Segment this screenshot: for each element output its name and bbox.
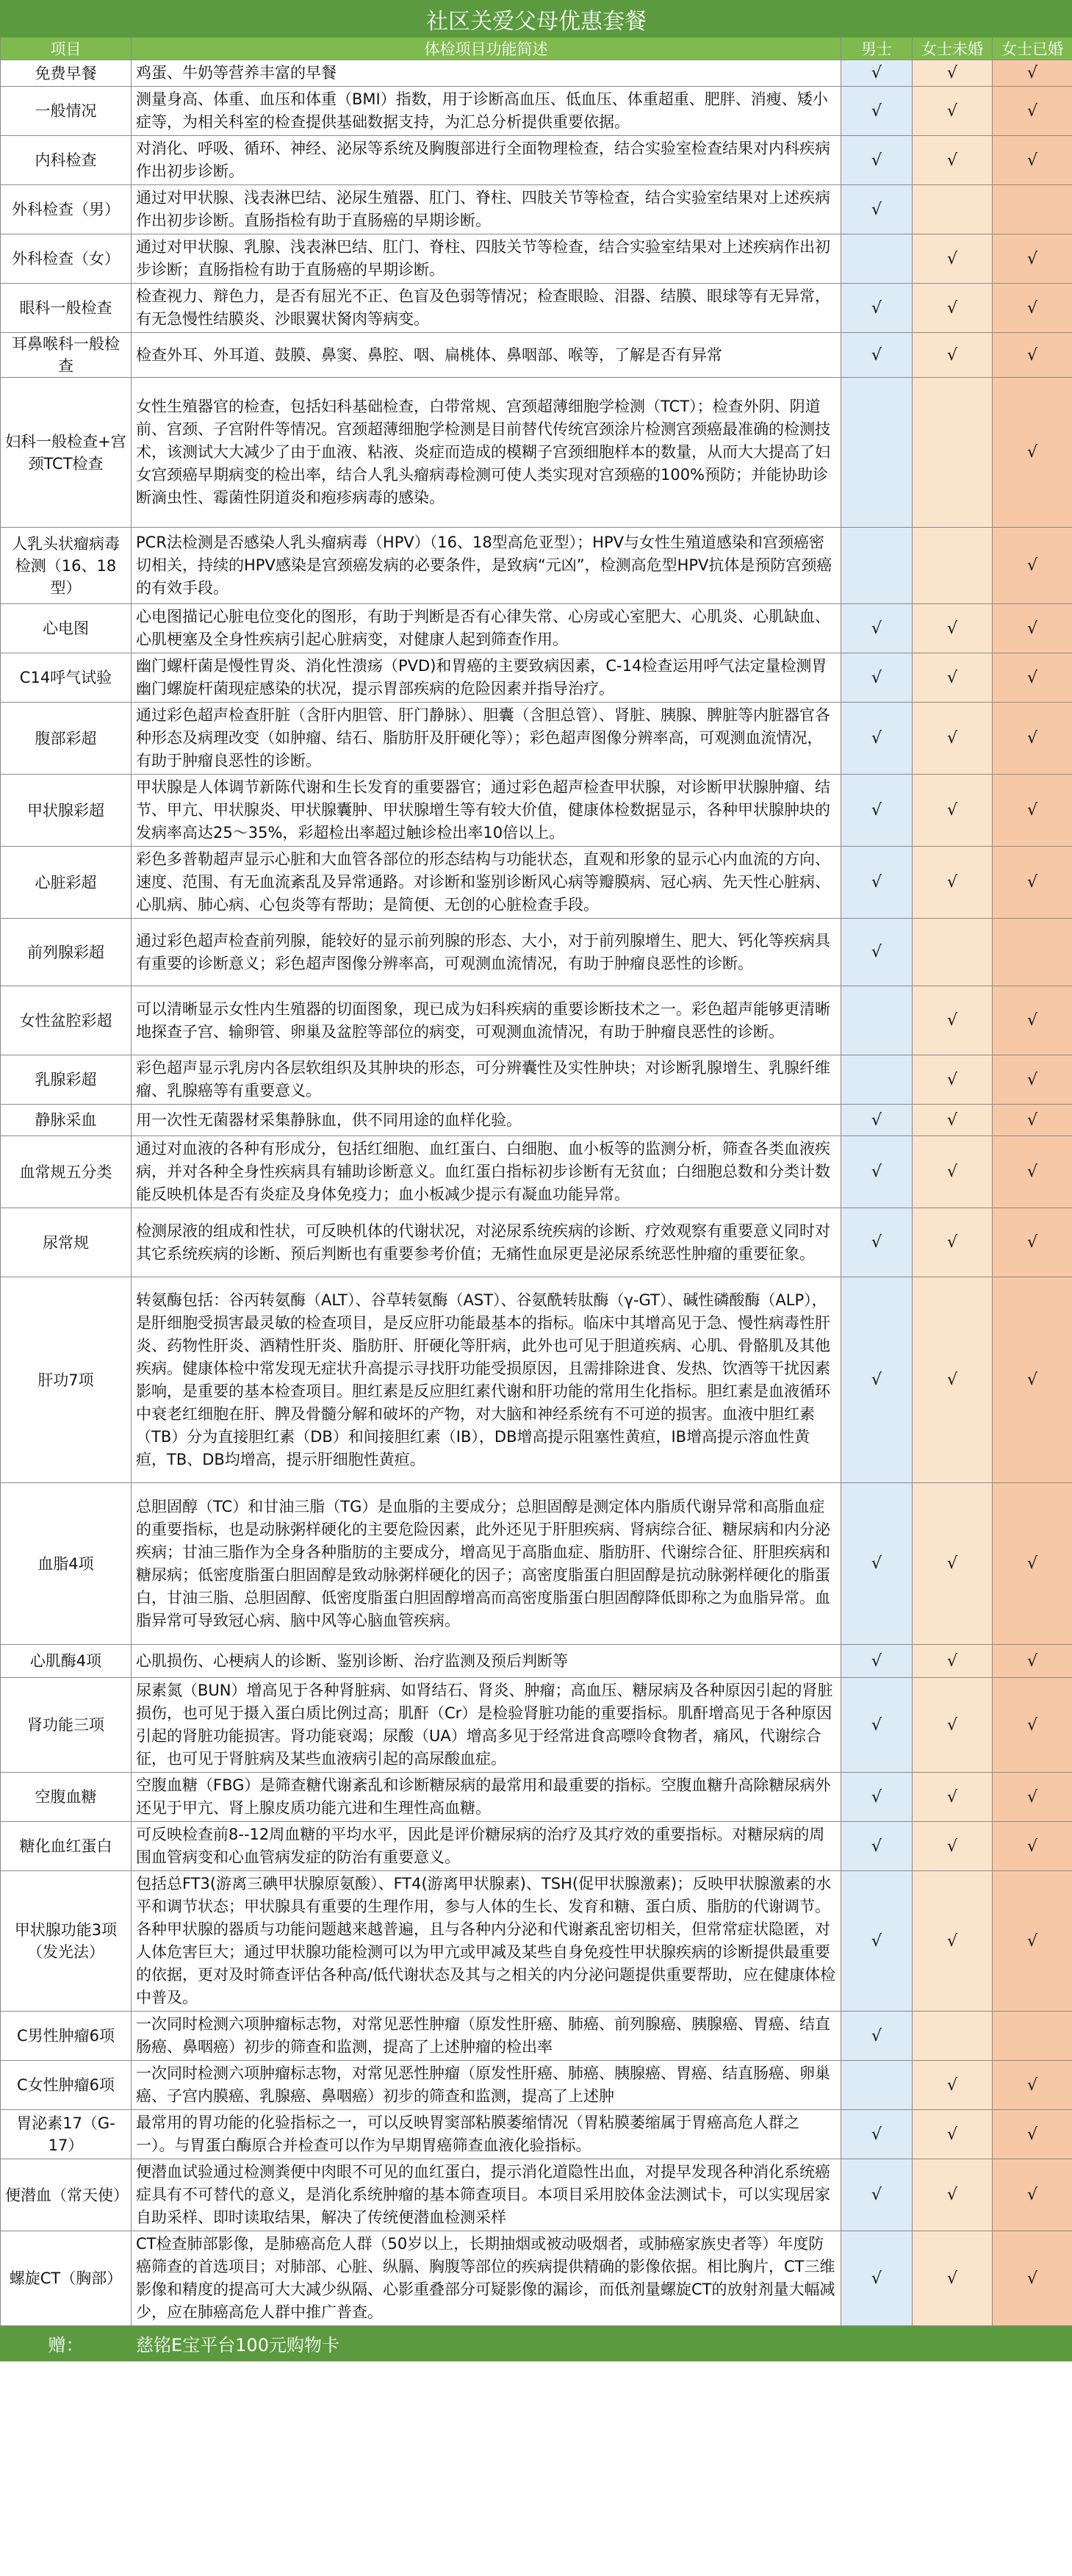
table-row xyxy=(1,2110,1072,2159)
table-row xyxy=(1,1871,1072,2012)
female-unmarried-check: √ xyxy=(913,2159,993,2231)
male-check: √ xyxy=(841,87,913,136)
item-name: 内科检查 xyxy=(1,136,132,185)
item-description: 幽门螺杆菌是慢性胃炎、消化性溃疡（PVD)和胃癌的主要致病因素，C-14检查运用呼气法定量检测胃幽门螺旋杆菌现症感染的状况，提示胃部疾病的危险因素并指导治疗。 xyxy=(132,653,841,703)
table-row xyxy=(1,333,1072,378)
item-name: 外科检查（男） xyxy=(1,185,132,234)
item-name: 静脉采血 xyxy=(1,1105,132,1136)
male-check: √ xyxy=(841,1277,913,1483)
table-row xyxy=(1,2159,1072,2231)
item-name: 心肌酶4项 xyxy=(1,1645,132,1678)
female-married-check: √ xyxy=(993,1483,1072,1645)
male-check: √ xyxy=(841,1105,913,1136)
item-description: 转氨酶包括：谷丙转氨酶（ALT）、谷草转氨酶（AST）、谷氨酰转肽酶（γ-GT）、碱性磷酸酶（ALP），是肝细胞受损害最灵敏的检查项目，是反应肝功能最基本的指标。临床中其增高见于急、慢性病毒性肝炎、药物性肝炎、酒精性肝炎、脂肪肝、肝硬化等肝病，此外也可见于胆道疾病、心肌、骨骼肌及其他疾病。健康体检中常发现无症状升高提示寻找肝功能受损原因，且需排除进食、发热、饮酒等干扰因素影响，是重要的基本检查项目。胆红素是反应胆红素代谢和肝功能的常用生化指标。胆红素是血液循环中衰老红细胞在肝、脾及骨髓分解和破坏的产物，对大脑和神经系统有不可逆的损害。血液中胆红素（TB）分为直接胆红素（DB）和间接胆红素（IB），DB增高提示阻塞性黄疸，IB增高提示溶血性黄疸，TB、DB均增高，提示肝细胞性黄疸。 xyxy=(132,1277,841,1483)
female-married-check xyxy=(993,185,1072,234)
female-unmarried-check: √ xyxy=(913,1871,993,2012)
male-check: √ xyxy=(841,847,913,919)
female-unmarried-check xyxy=(913,919,993,986)
item-name: 甲状腺彩超 xyxy=(1,775,132,847)
item-description: 可反映检查前8--12周血糖的平均水平，因此是评价糖尿病的治疗及其疗效的重要指标。对糖尿病的周围血管病变和心血管病发症的防治有重要意义。 xyxy=(132,1822,841,1871)
item-description: 对消化、呼吸、循环、神经、泌尿等系统及胸腹部进行全面物理检查，结合实验室检查结果对内科疾病作出初步诊断。 xyxy=(132,136,841,185)
female-unmarried-check: √ xyxy=(913,1678,993,1773)
item-description: 彩色多普勒超声显示心脏和大血管各部位的形态结构与功能状态，直观和形象的显示心内血流的方向、速度、范围、有无血流紊乱及异常通路。对诊断和鉴别诊断风心病等瓣膜病、冠心病、先天性心脏病、心肌病、肺心病、心包炎等有帮助；是简便、无创的心脏检查手段。 xyxy=(132,847,841,919)
male-check xyxy=(841,2061,913,2110)
item-description: 总胆固醇（TC）和甘油三脂（TG）是血脂的主要成分；总胆固醇是测定体内脂质代谢异常和高脂血症的重要指标，也是动脉粥样硬化的主要危险因素，此外还见于肝胆疾病、肾病综合征、糖尿病和内分泌疾病；甘油三脂作为全身各种脂肪的主要成分，增高见于高脂血症、脂肪肝、代谢综合征、肝胆疾病和糖尿病；低密度脂蛋白胆固醇是致动脉粥样硬化的因子；高密度脂蛋白胆固醇是抗动脉粥样硬化的脂蛋白，甘油三脂、总胆固醇、低密度脂蛋白胆固醇增高而高密度脂蛋白胆固醇降低即称之为血脂异常。血脂异常可导致冠心病、脑中风等心脑血管疾病。 xyxy=(132,1483,841,1645)
table-row xyxy=(1,2061,1072,2110)
female-unmarried-check: √ xyxy=(913,136,993,185)
female-married-check: √ xyxy=(993,775,1072,847)
female-married-check: √ xyxy=(993,1105,1072,1136)
gift-text: 慈铭E宝平台100元购物卡 xyxy=(132,2326,1072,2361)
female-married-check: √ xyxy=(993,1645,1072,1678)
table-row xyxy=(1,234,1072,284)
item-description: 用一次性无菌器材采集静脉血，供不同用途的血样化验。 xyxy=(132,1105,841,1136)
female-married-check: √ xyxy=(993,986,1072,1055)
table-row xyxy=(1,1208,1072,1277)
item-name: 免费早餐 xyxy=(1,60,132,87)
male-check: √ xyxy=(841,1208,913,1277)
female-married-check: √ xyxy=(993,1277,1072,1483)
female-unmarried-check: √ xyxy=(913,653,993,703)
female-unmarried-check: √ xyxy=(913,1136,993,1208)
female-married-check: √ xyxy=(993,1871,1072,2012)
item-description: 通过彩色超声检查前列腺，能较好的显示前列腺的形态、大小，对于前列腺增生、肥大、钙化等疾病具有重要的诊断意义；彩色超声图像分辨率高，可观测血流情况，有助于肿瘤良恶性的诊断。 xyxy=(132,919,841,986)
header-female-unmarried: 女士未婚 xyxy=(913,37,993,60)
male-check: √ xyxy=(841,2231,913,2326)
item-name: 空腹血糖 xyxy=(1,1773,132,1822)
male-check: √ xyxy=(841,653,913,703)
male-check: √ xyxy=(841,1483,913,1645)
female-married-check: √ xyxy=(993,528,1072,604)
table-row xyxy=(1,1136,1072,1208)
header-female-married: 女士已婚 xyxy=(993,37,1072,60)
item-description: 便潜血试验通过检测粪便中肉眼不可见的血红蛋白，提示消化道隐性出血，对提早发现各种消化系统癌症具有不可替代的意义，是消化系统肿瘤的基本筛查项目。本项目采用胶体金法测试卡，可以实现居家自助采样、即时读取结果，解决了传统便潜血检测采样 xyxy=(132,2159,841,2231)
item-description: CT检查肺部影像，是肺癌高危人群（50岁以上，长期抽烟或被动吸烟者，或肺癌家族史者等）年度防癌筛查的首选项目；对肺部、心脏、纵膈、胸腹等部位的疾病提供精确的影像依据。相比胸片，CT三维影像和精度的提高可大大减少纵隔、心影重叠部分可疑影像的漏诊，而低剂量螺旋CT的放射剂量大幅减少，应在肺癌高危人群中推广普查。 xyxy=(132,2231,841,2326)
table-row xyxy=(1,2231,1072,2326)
female-married-check: √ xyxy=(993,1136,1072,1208)
item-name: 心电图 xyxy=(1,604,132,653)
table-row xyxy=(1,1678,1072,1773)
female-unmarried-check: √ xyxy=(913,60,993,87)
item-description: 彩色超声显示乳房内各层软组织及其肿块的形态，可分辨囊性及实性肿块；对诊断乳腺增生、乳腺纤维瘤、乳腺癌等有重要意义。 xyxy=(132,1055,841,1105)
female-unmarried-check: √ xyxy=(913,986,993,1055)
male-check: √ xyxy=(841,2012,913,2061)
female-unmarried-check: √ xyxy=(913,1208,993,1277)
female-unmarried-check: √ xyxy=(913,87,993,136)
female-unmarried-check: √ xyxy=(913,847,993,919)
table-row xyxy=(1,136,1072,185)
female-married-check: √ xyxy=(993,703,1072,775)
table-row xyxy=(1,986,1072,1055)
item-name: C男性肿瘤6项 xyxy=(1,2012,132,2061)
table-row xyxy=(1,653,1072,703)
item-name: 便潜血（常天使） xyxy=(1,2159,132,2231)
female-married-check: √ xyxy=(993,2159,1072,2231)
female-unmarried-check: √ xyxy=(913,703,993,775)
female-married-check: √ xyxy=(993,1773,1072,1822)
item-description: 鸡蛋、牛奶等营养丰富的早餐 xyxy=(132,60,841,87)
male-check xyxy=(841,986,913,1055)
item-description: 通过对甲状腺、乳腺、浅表淋巴结、肛门、脊柱、四肢关节等检查，结合实验室结果对上述疾病作出初步诊断；直肠指检有助于直肠癌的早期诊断。 xyxy=(132,234,841,284)
table-row xyxy=(1,1105,1072,1136)
male-check: √ xyxy=(841,2110,913,2159)
female-unmarried-check: √ xyxy=(913,604,993,653)
female-unmarried-check: √ xyxy=(913,1483,993,1645)
item-name: 外科检查（女） xyxy=(1,234,132,284)
item-description: 最常用的胃功能的化验指标之一，可以反映胃窦部粘膜萎缩情况（胃粘膜萎缩属于胃癌高危人群之一）。与胃蛋白酶原合并检查可以作为早期胃癌筛查血液化验指标。 xyxy=(132,2110,841,2159)
male-check xyxy=(841,1055,913,1105)
female-married-check: √ xyxy=(993,2110,1072,2159)
item-description: 一次同时检测六项肿瘤标志物，对常见恶性肿瘤（原发性肝癌、肺癌、前列腺癌、胰腺癌、胃癌、结直肠癌、鼻咽癌）初步的筛查和监测，提高了上述肿瘤的检出率 xyxy=(132,2012,841,2061)
female-married-check: √ xyxy=(993,604,1072,653)
female-married-check: √ xyxy=(993,1208,1072,1277)
item-description: 测量身高、体重、血压和体重（BMI）指数，用于诊断高血压、低血压、体重超重、肥胖、消瘦、矮小症等，为相关科室的检查提供基础数据支持，为汇总分析提供重要依据。 xyxy=(132,87,841,136)
header-male: 男士 xyxy=(841,37,913,60)
item-name: 肝功7项 xyxy=(1,1277,132,1483)
item-description: 通过对甲状腺、浅表淋巴结、泌尿生殖器、肛门、脊柱、四肢关节等检查，结合实验室结果对上述疾病作出初步诊断。直肠指检有助于直肠癌的早期诊断。 xyxy=(132,185,841,234)
male-check: √ xyxy=(841,1773,913,1822)
table-row xyxy=(1,528,1072,604)
female-married-check: √ xyxy=(993,1822,1072,1871)
item-name: 心脏彩超 xyxy=(1,847,132,919)
item-name: 前列腺彩超 xyxy=(1,919,132,986)
item-name: 尿常规 xyxy=(1,1208,132,1277)
item-description: 女性生殖器官的检查，包括妇科基础检查，白带常规、宫颈超薄细胞学检测（TCT）；检查外阴、阴道前、宫颈、子宫附件等情况。宫颈超薄细胞学检测是目前替代传统宫颈涂片检测宫颈癌最准确的检测技术，该测试大大减少了由于血液、粘液、炎症而造成的模糊子宫颈细胞样本的数量，从而大大提高了妇女宫颈癌早期病变的检出率，结合人乳头瘤病毒检测可使人类实现对宫颈癌的100%预防；并能协助诊断滴虫性、霉菌性阴道炎和疱疹病毒的感染。 xyxy=(132,378,841,528)
item-name: 女性盆腔彩超 xyxy=(1,986,132,1055)
female-unmarried-check: √ xyxy=(913,1105,993,1136)
item-name: 一般情况 xyxy=(1,87,132,136)
female-married-check: √ xyxy=(993,234,1072,284)
item-name: C14呼气试验 xyxy=(1,653,132,703)
male-check: √ xyxy=(841,919,913,986)
table-row xyxy=(1,1773,1072,1822)
female-married-check: √ xyxy=(993,1678,1072,1773)
female-unmarried-check: √ xyxy=(913,284,993,333)
female-married-check: √ xyxy=(993,2061,1072,2110)
table-row xyxy=(1,1055,1072,1105)
item-description: 可以清晰显示女性内生殖器的切面图象，现已成为妇科疾病的重要诊断技术之一。彩色超声能够更清晰地探查子宫、输卵管、卵巢及盆腔等部位的病变，可观测血流情况，有助于肿瘤良恶性的诊断。 xyxy=(132,986,841,1055)
table-row xyxy=(1,604,1072,653)
title-row xyxy=(1,1,1072,37)
male-check: √ xyxy=(841,1871,913,2012)
table-row xyxy=(1,1483,1072,1645)
table-row xyxy=(1,185,1072,234)
item-description: 甲状腺是人体调节新陈代谢和生长发育的重要器官；通过彩色超声检查甲状腺，对诊断甲状腺肿瘤、结节、甲亢、甲状腺炎、甲状腺囊肿、甲状腺增生等有较大价值，健康体检数据显示，各种甲状腺肿块的发病率高达25～35%，彩超检出率超过触诊检出率10倍以上。 xyxy=(132,775,841,847)
male-check xyxy=(841,378,913,528)
header-description: 体检项目功能简述 xyxy=(132,37,841,60)
female-married-check: √ xyxy=(993,136,1072,185)
gift-row xyxy=(1,2326,1072,2361)
male-check: √ xyxy=(841,1645,913,1678)
table-row xyxy=(1,847,1072,919)
item-name: 乳腺彩超 xyxy=(1,1055,132,1105)
female-married-check: √ xyxy=(993,284,1072,333)
female-married-check: √ xyxy=(993,87,1072,136)
gift-label: 赠： xyxy=(1,2326,132,2361)
table-row xyxy=(1,703,1072,775)
table-row xyxy=(1,1277,1072,1483)
male-check: √ xyxy=(841,604,913,653)
female-married-check: √ xyxy=(993,333,1072,378)
page-title: 社区关爱父母优惠套餐 xyxy=(1,1,1072,37)
male-check: √ xyxy=(841,1822,913,1871)
male-check: √ xyxy=(841,2159,913,2231)
female-married-check: √ xyxy=(993,378,1072,528)
male-check xyxy=(841,528,913,604)
male-check: √ xyxy=(841,1678,913,1773)
female-unmarried-check: √ xyxy=(913,1773,993,1822)
table-row xyxy=(1,919,1072,986)
female-married-check: √ xyxy=(993,847,1072,919)
header-row xyxy=(1,37,1072,60)
item-name: 腹部彩超 xyxy=(1,703,132,775)
female-unmarried-check: √ xyxy=(913,1822,993,1871)
female-unmarried-check xyxy=(913,378,993,528)
table-row xyxy=(1,775,1072,847)
female-unmarried-check: √ xyxy=(913,2061,993,2110)
female-unmarried-check xyxy=(913,528,993,604)
male-check xyxy=(841,234,913,284)
female-unmarried-check: √ xyxy=(913,2231,993,2326)
female-unmarried-check: √ xyxy=(913,1277,993,1483)
female-unmarried-check: √ xyxy=(913,1055,993,1105)
item-name: 肾功能三项 xyxy=(1,1678,132,1773)
item-name: 人乳头状瘤病毒检测（16、18型） xyxy=(1,528,132,604)
item-description: 尿素氮（BUN）增高见于各种肾脏病、如肾结石、肾炎、肿瘤；高血压、糖尿病及各种原因引起的肾脏损伤，也可见于摄入蛋白质比例过高；肌酐（Cr）是检验肾脏功能的重要指标。肌酐增高见于各种原因引起的肾脏功能损害。肾功能衰竭；尿酸（UA）增高多见于经常进食高嘌呤食物者，痛风，代谢综合征，也可见于肾脏病及某些血液病引起的高尿酸血症。 xyxy=(132,1678,841,1773)
table-row xyxy=(1,60,1072,87)
item-description: 心电图描记心脏电位变化的图形，有助于判断是否有心律失常、心房或心室肥大、心肌炎、心肌缺血、心肌梗塞及全身性疾病引起心脏病变，对健康人起到筛查作用。 xyxy=(132,604,841,653)
female-married-check xyxy=(993,2012,1072,2061)
table-row xyxy=(1,1822,1072,1871)
male-check: √ xyxy=(841,284,913,333)
female-married-check xyxy=(993,919,1072,986)
female-unmarried-check: √ xyxy=(913,775,993,847)
item-description: 检查视力、辩色力，是否有屈光不正、色盲及色弱等情况；检查眼睑、泪器、结膜、眼球等有无异常，有无急慢性结膜炎、沙眼翼状胬肉等病变。 xyxy=(132,284,841,333)
item-name: 血脂4项 xyxy=(1,1483,132,1645)
item-name: 螺旋CT（胸部） xyxy=(1,2231,132,2326)
table-row xyxy=(1,2012,1072,2061)
female-unmarried-check xyxy=(913,2012,993,2061)
female-married-check: √ xyxy=(993,2231,1072,2326)
item-description: 通过对血液的各种有形成分，包括红细胞、血红蛋白、白细胞、血小板等的监测分析，筛查各类血液疾病，并对各种全身性疾病具有辅助诊断意义。血红蛋白指标初步诊断有无贫血；白细胞总数和分类计数能反映机体是否有炎症及身体免疫力；血小板减少提示有凝血功能异常。 xyxy=(132,1136,841,1208)
female-married-check: √ xyxy=(993,60,1072,87)
item-description: 通过彩色超声检查肝脏（含肝内胆管、肝门静脉）、胆囊（含胆总管）、肾脏、胰腺、脾脏等内脏器官各种形态及病理改变（如肿瘤、结石、脂肪肝及肝硬化等）；彩色超声图像分辨率高，可观测血流情况，有助于肿瘤良恶性的诊断。 xyxy=(132,703,841,775)
male-check: √ xyxy=(841,1136,913,1208)
table-row xyxy=(1,284,1072,333)
item-description: PCR法检测是否感染人乳头瘤病毒（HPV）（16、18型高危亚型）；HPV与女性生殖道感染和宫颈癌密切相关，持续的HPV感染是宫颈癌发病的必要条件，是致病“元凶”，检测高危型HPV抗体是预防宫颈癌的有效手段。 xyxy=(132,528,841,604)
male-check: √ xyxy=(841,136,913,185)
item-name: 妇科一般检查+宫颈TCT检查 xyxy=(1,378,132,528)
item-description: 空腹血糖（FBG）是筛查糖代谢紊乱和诊断糖尿病的最常用和最重要的指标。空腹血糖升高除糖尿病外还见于甲亢、肾上腺皮质功能亢进和生理性高血糖。 xyxy=(132,1773,841,1822)
item-name: 甲状腺功能3项（发光法） xyxy=(1,1871,132,2012)
female-unmarried-check: √ xyxy=(913,1645,993,1678)
item-name: 耳鼻喉科一般检查 xyxy=(1,333,132,378)
item-description: 检查外耳、外耳道、鼓膜、鼻窦、鼻腔、咽、扁桃体、鼻咽部、喉等，了解是否有异常 xyxy=(132,333,841,378)
female-unmarried-check: √ xyxy=(913,2110,993,2159)
table-row xyxy=(1,87,1072,136)
item-description: 一次同时检测六项肿瘤标志物，对常见恶性肿瘤（原发性肝癌、肺癌、胰腺癌、胃癌、结直肠癌、卵巢癌、子宫内膜癌、乳腺癌、鼻咽癌）初步的筛查和监测，提高了上述肿 xyxy=(132,2061,841,2110)
female-married-check: √ xyxy=(993,653,1072,703)
male-check: √ xyxy=(841,60,913,87)
item-description: 心肌损伤、心梗病人的诊断、鉴别诊断、治疗监测及预后判断等 xyxy=(132,1645,841,1678)
female-married-check: √ xyxy=(993,1055,1072,1105)
item-description: 检测尿液的组成和性状，可反映机体的代谢状况，对泌尿系统疾病的诊断、疗效观察有重要意义同时对其它系统疾病的诊断、预后判断也有重要参考价值；无痛性血尿更是泌尿系统恶性肿瘤的重要征象。 xyxy=(132,1208,841,1277)
header-item: 项目 xyxy=(1,37,132,60)
item-name: 血常规五分类 xyxy=(1,1136,132,1208)
male-check: √ xyxy=(841,775,913,847)
male-check: √ xyxy=(841,703,913,775)
table-row xyxy=(1,378,1072,528)
female-unmarried-check xyxy=(913,185,993,234)
item-name: 胃泌素17（G-17） xyxy=(1,2110,132,2159)
item-name: 糖化血红蛋白 xyxy=(1,1822,132,1871)
table-row xyxy=(1,1645,1072,1678)
female-unmarried-check: √ xyxy=(913,333,993,378)
item-description: 包括总FT3(游离三碘甲状腺原氨酸）、FT4(游离甲状腺素)、TSH(促甲状腺激素)；反映甲状腺激素的水平和调节状态；甲状腺具有重要的生理作用，参与人体的生长、发育和糖、蛋白质、脂肪的代谢调节。各种甲状腺的器质与功能问题越来越普遍，且与各种内分泌和代谢紊乱密切相关，但常常症状隐匿，对人体危害巨大；通过甲状腺功能检测可以为甲亢或甲减及某些自身免疫性甲状腺疾病的诊断提供最重要的依据，更对及时筛查评估各种高/低代谢状态及其与之相关的内分泌问题提供重要帮助，应在健康体检中普及。 xyxy=(132,1871,841,2012)
female-unmarried-check: √ xyxy=(913,234,993,284)
item-name: 眼科一般检查 xyxy=(1,284,132,333)
male-check: √ xyxy=(841,333,913,378)
male-check: √ xyxy=(841,185,913,234)
item-name: C女性肿瘤6项 xyxy=(1,2061,132,2110)
